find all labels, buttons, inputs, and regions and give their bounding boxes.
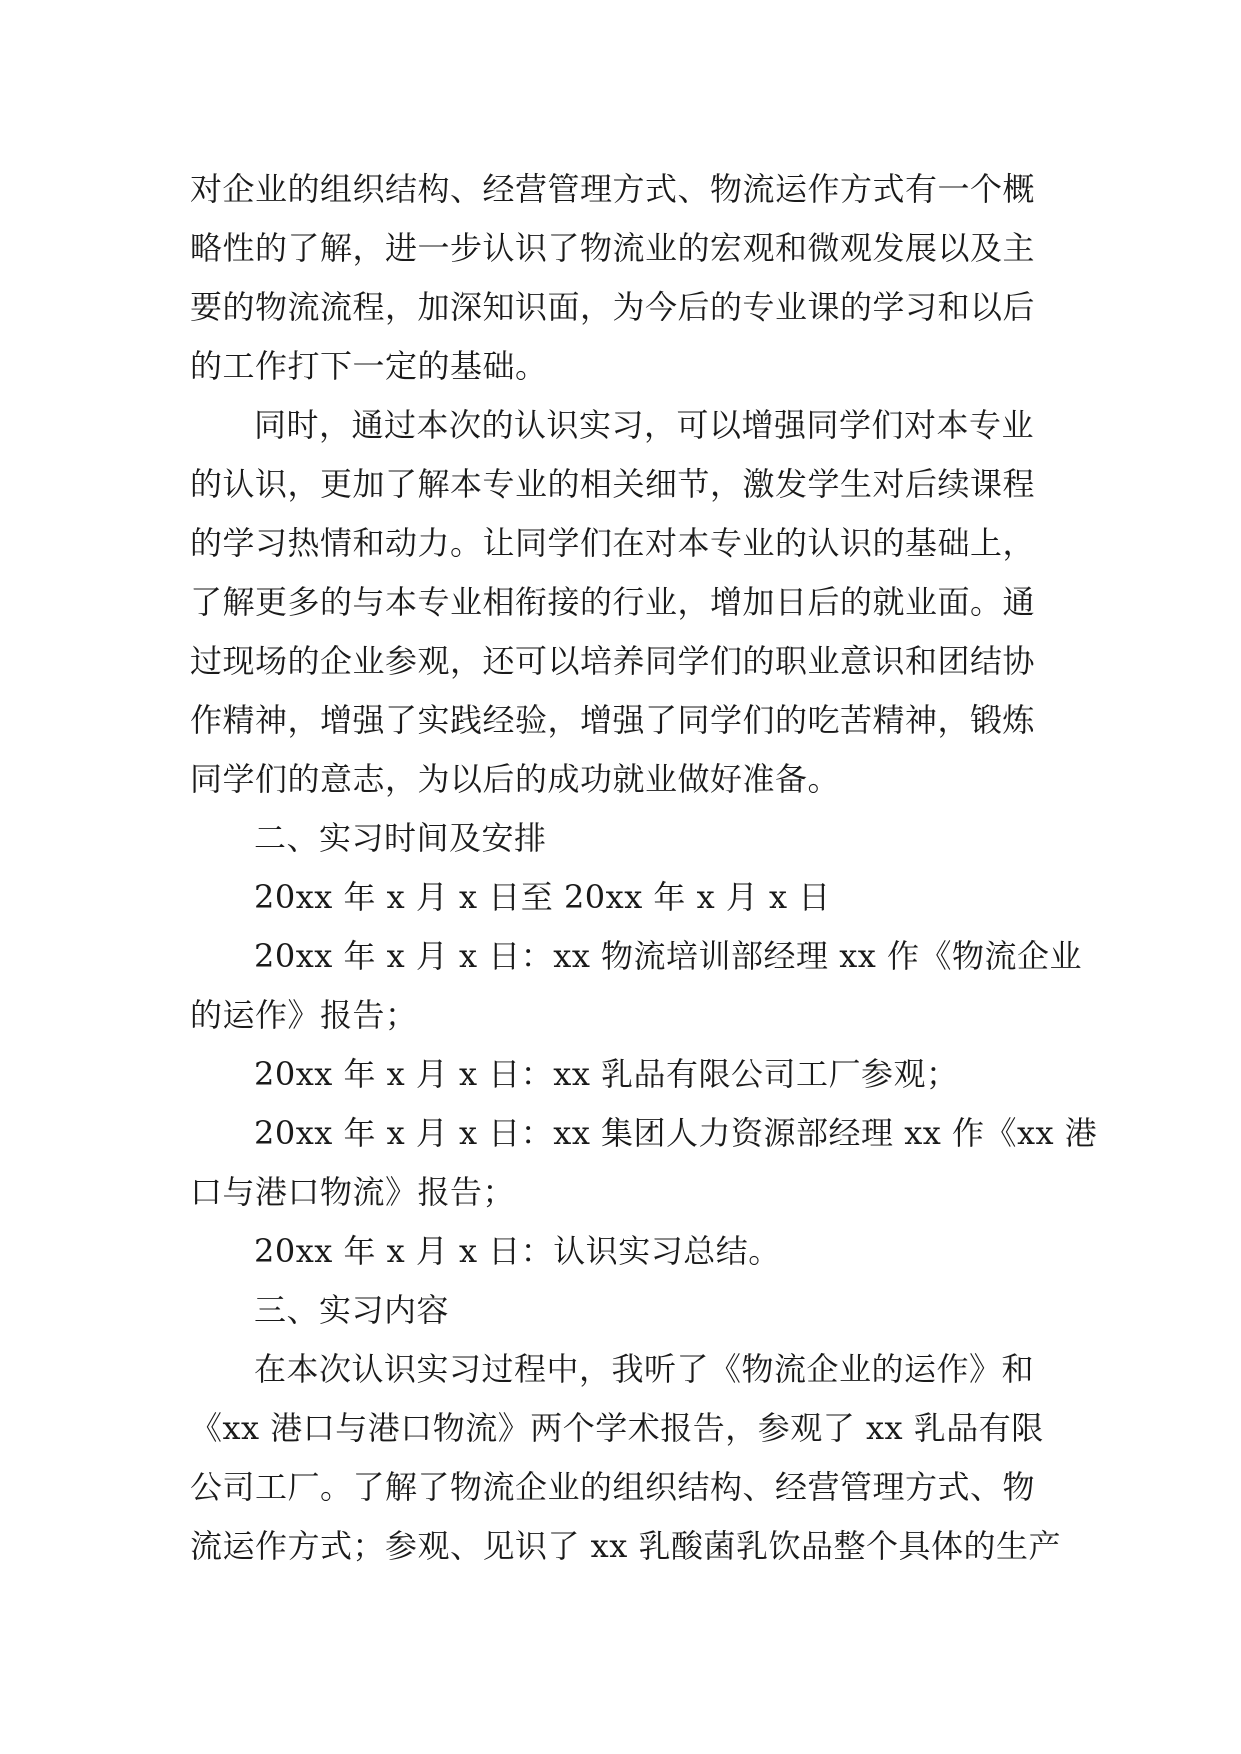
text-line: 三、实习内容 [254, 1291, 450, 1329]
text-line: 过现场的企业参观，还可以培养同学们的职业意识和团结协 [190, 642, 1036, 680]
text-line: 二、实习时间及安排 [254, 819, 547, 857]
text-line: 公司工厂。了解了物流企业的组织结构、经营管理方式、物 [190, 1468, 1036, 1506]
text-line: 的认识，更加了解本专业的相关细节，激发学生对后续课程 [190, 465, 1036, 503]
text-line: 20xx 年 x 月 x 日：xx 乳品有限公司工厂参观； [254, 1055, 959, 1093]
text-line: 20xx 年 x 月 x 日至 20xx 年 x 月 x 日 [254, 878, 831, 916]
document-body [190, 160, 1098, 1576]
text-line: 对企业的组织结构、经营管理方式、物流运作方式有一个概 [190, 170, 1036, 208]
text-line: 20xx 年 x 月 x 日：xx 集团人力资源部经理 xx 作《xx 港 [254, 1114, 1098, 1152]
text-line: 20xx 年 x 月 x 日：认识实习总结。 [254, 1232, 781, 1270]
text-line: 的学习热情和动力。让同学们在对本专业的认识的基础上， [190, 524, 1036, 562]
text-line: 《xx 港口与港口物流》两个学术报告，参观了 xx 乳品有限 [190, 1409, 1044, 1447]
text-line: 在本次认识实习过程中，我听了《物流企业的运作》和 [254, 1350, 1035, 1388]
text-line: 口与港口物流》报告； [190, 1173, 516, 1211]
text-line: 略性的了解，进一步认识了物流业的宏观和微观发展以及主 [190, 229, 1036, 267]
text-line: 了解更多的与本专业相衔接的行业，增加日后的就业面。通 [190, 583, 1036, 621]
text-line: 的工作打下一定的基础。 [190, 347, 548, 385]
text-line: 20xx 年 x 月 x 日：xx 物流培训部经理 xx 作《物流企业 [254, 937, 1082, 975]
text-line: 流运作方式；参观、见识了 xx 乳酸菌乳饮品整个具体的生产 [190, 1527, 1061, 1565]
text-line: 的运作》报告； [190, 996, 418, 1034]
text-line: 同学们的意志，为以后的成功就业做好准备。 [190, 760, 841, 798]
text-line: 作精神，增强了实践经验，增强了同学们的吃苦精神，锻炼 [190, 701, 1036, 739]
text-line: 同时，通过本次的认识实习，可以增强同学们对本专业 [254, 406, 1035, 444]
text-line: 要的物流流程，加深知识面，为今后的专业课的学习和以后 [190, 288, 1036, 326]
